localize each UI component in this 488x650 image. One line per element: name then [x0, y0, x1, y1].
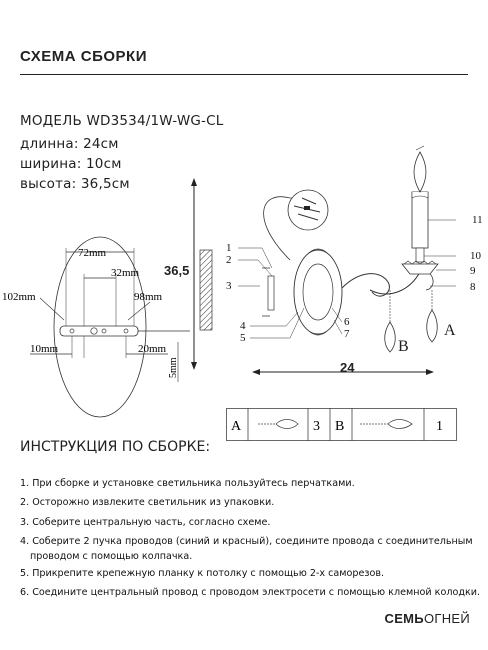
callout-11: 11	[472, 214, 483, 226]
parts-a-qty: 3	[313, 419, 320, 434]
dim-72-label: 72mm	[78, 247, 107, 259]
wall-height-dimension	[188, 176, 224, 376]
instruction-list	[20, 474, 480, 602]
width-dim-label: 24	[340, 360, 355, 375]
mounting-bar	[60, 326, 138, 336]
callout-2: 2	[226, 254, 232, 266]
instructions-heading: ИНСТРУКЦИЯ ПО СБОРКЕ:	[20, 439, 211, 455]
title-divider	[20, 74, 468, 75]
callout-8: 8	[470, 281, 476, 293]
brand-bold: СЕМЬ	[384, 611, 424, 626]
dim-98-label: 98mm	[134, 291, 163, 303]
dim-20-label: 20mm	[138, 343, 167, 355]
callout-6: 6	[344, 316, 350, 328]
dim-102-label: 102mm	[2, 291, 36, 303]
spec-height: высота: 36,5см	[20, 176, 130, 192]
instruction-step-4	[20, 532, 480, 563]
callout-1: 1	[226, 242, 232, 254]
page-title: СХЕМА СБОРКИ	[20, 48, 147, 65]
dim-5-label: 5mm	[168, 357, 179, 378]
instruction-step-3: 3. Соберите центральную часть, согласно схеме.	[20, 516, 271, 528]
candle-sleeve	[412, 192, 428, 248]
crystal-a	[427, 310, 438, 342]
spec-length: длинна: 24см	[20, 136, 119, 152]
spec-width: ширина: 10см	[20, 156, 122, 172]
instruction-step-1: 1. При сборке и установке светильника пользуйтесь перчатками.	[20, 478, 355, 489]
instruction-step-5: 5. Прикрепите крепежную планку к потолку с помощью 2-х саморезов.	[20, 567, 385, 579]
callout-4: 4	[240, 320, 246, 332]
parts-b-label: B	[335, 419, 345, 434]
dim-10-label: 10mm	[30, 343, 59, 355]
brand-logo	[385, 611, 471, 626]
instruction-step-4-line2: проводом с помощью колпачка.	[30, 550, 193, 562]
letter-b: B	[398, 338, 409, 355]
dim-32-label: 32mm	[111, 267, 140, 279]
instruction-step-4-line1: 4. Соберите 2 пучка проводов (синий и красный), соедините провода с соединительным	[20, 536, 473, 548]
parts-table	[226, 408, 458, 442]
crystal-b	[385, 322, 396, 352]
instruction-step-2: 2. Осторожно извлеките светильник из упаковки.	[20, 497, 275, 509]
callout-3: 3	[226, 280, 232, 292]
instruction-step-6: 6. Соедините центральный провод с проводом электросети с помощью клемной колодки.	[20, 587, 481, 599]
callout-10: 10	[470, 250, 481, 262]
letter-a: A	[444, 322, 456, 339]
bulb	[414, 152, 426, 192]
parts-a-label: A	[231, 419, 242, 434]
mounting-plate-diagram	[0, 230, 200, 430]
callout-9: 9	[470, 265, 476, 277]
callout-7: 7	[344, 328, 350, 340]
callout-5: 5	[240, 332, 246, 344]
spec-model: МОДЕЛЬ WD3534/1W-WG-CL	[20, 113, 224, 129]
brand-light: ОГНЕЙ	[423, 611, 470, 626]
parts-b-qty: 1	[436, 419, 443, 434]
height-dim-label: 36,5	[164, 263, 190, 278]
